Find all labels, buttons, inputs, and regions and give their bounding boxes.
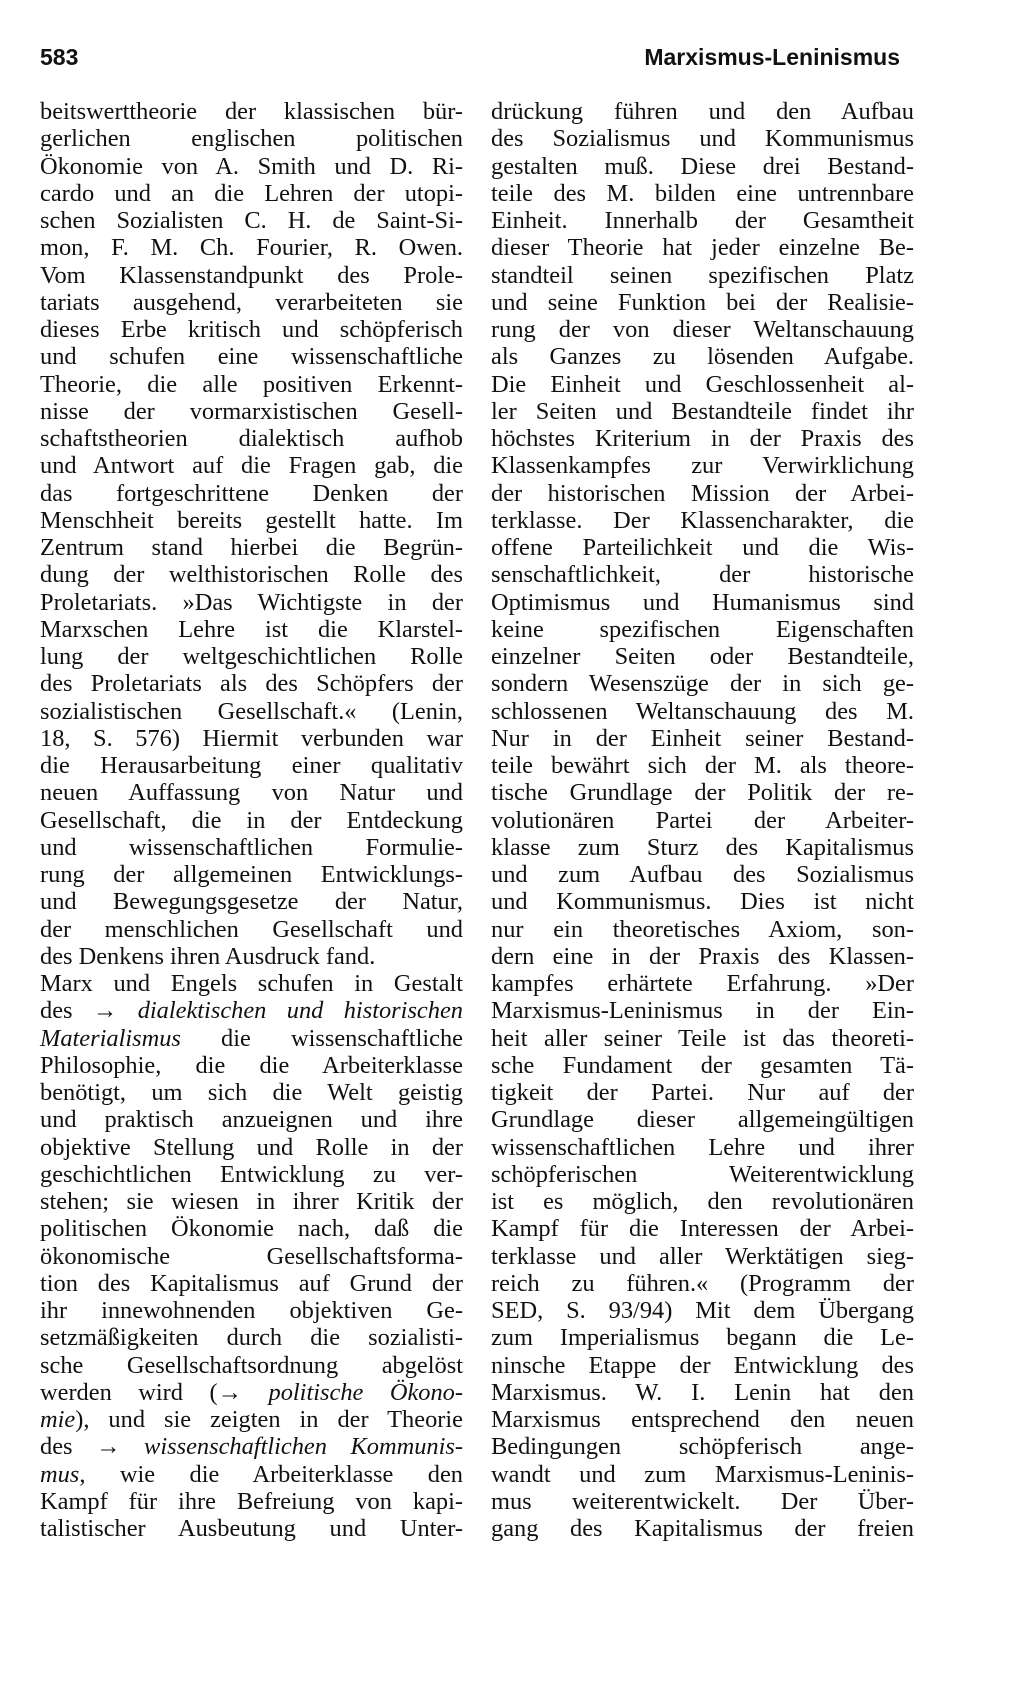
text-run: sondern Wesenszüge der in sich ge-	[491, 670, 914, 698]
text-run: senschaftlichkeit, der historische	[491, 561, 914, 589]
text-line	[40, 616, 463, 643]
text-run: Marxismus. W. I. Lenin hat den	[491, 1378, 914, 1406]
text-line	[491, 725, 914, 752]
text-run: und Kommunismus. Dies ist nicht	[491, 888, 914, 916]
text-line	[491, 425, 914, 452]
italic-reference: Materialismus	[40, 1024, 181, 1052]
text-run: setzmäßigkeiten durch die sozialisti-	[40, 1324, 463, 1352]
text-line	[40, 1297, 463, 1324]
text-run: die Herausarbeitung einer qualitativ	[40, 752, 463, 779]
page-number: 583	[40, 44, 79, 70]
text-run: , wie die Arbeiterklasse den	[79, 1460, 463, 1488]
text-line	[40, 970, 463, 997]
text-run: Menschheit bereits gestellt hatte. Im	[40, 506, 463, 534]
text-line	[40, 888, 463, 915]
text-line	[40, 98, 463, 125]
text-run: Vom Klassenstandpunkt des Prole-	[40, 261, 463, 289]
text-line	[40, 643, 463, 670]
text-line	[40, 207, 463, 234]
text-run: der historischen Mission der Arbei-	[491, 479, 914, 507]
italic-reference: mie	[40, 1406, 76, 1433]
text-line	[491, 480, 914, 507]
text-run: Optimismus und Humanismus sind	[491, 588, 914, 616]
text-line	[40, 807, 463, 834]
text-run: des Denkens ihren Ausdruck fand.	[40, 942, 376, 970]
text-run: Zentrum stand hierbei die Begrün-	[40, 534, 463, 561]
text-run: ler Seiten und Bestandteile findet ihr	[491, 397, 914, 425]
text-run: und schufen eine wissenschaftliche	[40, 343, 463, 371]
text-line	[491, 834, 914, 861]
text-line	[491, 1052, 914, 1079]
text-line	[491, 1270, 914, 1297]
text-line	[491, 698, 914, 725]
text-run: ihr innewohnenden objektiven Ge-	[40, 1297, 463, 1324]
text-line	[491, 207, 914, 234]
text-run: Die Einheit und Geschlossenheit al-	[491, 370, 914, 398]
text-line	[491, 98, 914, 125]
text-run: objektive Stellung und Rolle in der	[40, 1133, 463, 1161]
text-line	[40, 1515, 463, 1542]
text-run: die wissenschaftliche	[180, 1024, 463, 1052]
text-run: klasse zum Sturz des Kapitalismus	[491, 833, 914, 861]
text-run: Bedingungen schöpferisch ange-	[491, 1433, 914, 1461]
text-run: und zum Aufbau des Sozialismus	[491, 861, 914, 888]
text-line	[491, 943, 914, 970]
text-line	[491, 1215, 914, 1242]
text-run: Kampf für ihre Befreiung von kapi-	[40, 1487, 463, 1515]
text-run: offene Parteilichkeit und die Wis-	[491, 534, 914, 561]
text-line	[40, 153, 463, 180]
italic-reference: → wissenschaftlichen Kommunis-	[96, 1433, 463, 1461]
text-run: des Sozialismus und Kommunismus	[491, 125, 914, 153]
text-line	[40, 861, 463, 888]
text-line	[40, 943, 463, 970]
text-run: gang des Kapitalismus der freien	[491, 1515, 914, 1542]
text-line	[491, 316, 914, 343]
text-run: talistischer Ausbeutung und Unter-	[40, 1515, 463, 1542]
text-line	[40, 316, 463, 343]
text-run: sozialistischen Gesellschaft.« (Lenin,	[40, 697, 463, 725]
running-head: Marxismus-Leninismus	[644, 44, 900, 70]
text-line	[40, 1079, 463, 1106]
text-line	[40, 561, 463, 588]
text-run: schen Sozialisten C. H. de Saint-Si-	[40, 207, 463, 234]
text-run: politischen Ökonomie nach, daß die	[40, 1215, 463, 1243]
text-line	[491, 888, 914, 915]
text-run: teile bewährt sich der M. als theore-	[491, 752, 914, 779]
text-line	[40, 1052, 463, 1079]
text-run: dung der welthistorischen Rolle des	[40, 561, 463, 589]
text-line	[491, 534, 914, 561]
italic-reference: → dialektischen und historischen	[92, 997, 463, 1025]
text-run: mon, F. M. Ch. Fourier, R. Owen.	[40, 234, 463, 262]
text-run: Ökonomie von A. Smith und D. Ri-	[40, 152, 463, 180]
text-run: dieser Theorie hat jeder einzelne Be-	[491, 234, 914, 262]
text-line	[40, 1406, 463, 1433]
text-line	[491, 262, 914, 289]
text-run: Marxismus entsprechend den neuen	[491, 1406, 914, 1433]
text-run: zum Imperialismus begann die Le-	[491, 1324, 914, 1352]
text-run: ninsche Etappe der Entwicklung des	[491, 1351, 914, 1379]
text-run: und Antwort auf die Fragen gab, die	[40, 452, 463, 480]
text-line	[491, 1025, 914, 1052]
text-run: Philosophie, die die Arbeiterklasse	[40, 1051, 463, 1079]
text-run: tigkeit der Partei. Nur auf der	[491, 1079, 914, 1106]
text-run: stehen; sie wiesen in ihrer Kritik der	[40, 1188, 463, 1215]
text-run: teile des M. bilden eine untrennbare	[491, 179, 914, 207]
text-line	[40, 1188, 463, 1215]
text-line	[491, 452, 914, 479]
text-run: einzelner Seiten oder Bestandteile,	[491, 643, 914, 670]
text-run: Gesellschaft, die in der Entdeckung	[40, 806, 463, 834]
text-run: cardo und an die Lehren der utopi-	[40, 179, 463, 207]
text-line	[491, 1134, 914, 1161]
text-run: Marx und Engels schufen in Gestalt	[40, 970, 463, 997]
text-run: SED, S. 93/94) Mit dem Übergang	[491, 1297, 914, 1324]
text-line	[40, 507, 463, 534]
text-line	[40, 234, 463, 261]
text-line	[491, 371, 914, 398]
text-run: kampfes erhärtete Erfahrung. »Der	[491, 970, 914, 997]
text-run: schlossenen Weltanschauung des M.	[491, 697, 914, 725]
text-run: gestalten muß. Diese drei Bestand-	[491, 152, 914, 180]
left-text-column	[40, 98, 463, 1542]
text-run: ökonomische Gesellschaftsforma-	[40, 1242, 463, 1270]
italic-reference: mus	[40, 1460, 80, 1488]
text-line	[40, 670, 463, 697]
text-line	[491, 1079, 914, 1106]
text-run: standteil seinen spezifischen Platz	[491, 261, 914, 289]
text-line	[40, 371, 463, 398]
text-run: terklasse. Der Klassencharakter, die	[491, 506, 914, 534]
text-run: ist es möglich, den revolutionären	[491, 1188, 914, 1215]
text-run: sche Fundament der gesamten Tä-	[491, 1051, 914, 1079]
text-line	[491, 1106, 914, 1133]
text-line	[491, 1297, 914, 1324]
text-run: Proletariats. »Das Wichtigste in der	[40, 588, 463, 616]
text-run: wissenschaftlichen Lehre und ihrer	[491, 1133, 914, 1161]
text-run: tische Grundlage der Politik der re-	[491, 779, 914, 807]
text-line	[40, 1161, 463, 1188]
page-header	[40, 44, 900, 78]
text-line	[491, 343, 914, 370]
text-run: tariats ausgehend, verarbeiteten sie	[40, 288, 463, 316]
text-run: gerlichen englischen politischen	[40, 125, 463, 153]
text-line	[491, 1488, 914, 1515]
text-line	[491, 643, 914, 670]
text-line	[491, 1379, 914, 1406]
text-line	[491, 1324, 914, 1351]
text-run: werden wird (	[40, 1378, 218, 1406]
text-run: heit aller seiner Teile ist das theoreti-	[491, 1024, 914, 1052]
text-run: rung der allgemeinen Entwicklungs-	[40, 861, 463, 888]
text-line	[491, 125, 914, 152]
text-line	[40, 779, 463, 806]
text-line	[491, 507, 914, 534]
text-line	[491, 752, 914, 779]
text-run: Grundlage dieser allgemeingültigen	[491, 1106, 914, 1134]
text-line	[40, 343, 463, 370]
text-run: und praktisch anzueignen und ihre	[40, 1106, 463, 1134]
text-line	[40, 834, 463, 861]
text-run: 18, S. 576) Hiermit verbunden war	[40, 724, 463, 752]
text-line	[491, 180, 914, 207]
text-run: neuen Auffassung von Natur und	[40, 779, 463, 807]
text-line	[40, 1379, 463, 1406]
text-line	[40, 1270, 463, 1297]
text-run: des Proletariats als des Schöpfers der	[40, 670, 463, 698]
text-line	[40, 289, 463, 316]
text-line	[40, 916, 463, 943]
text-line	[40, 725, 463, 752]
text-run: des	[40, 997, 93, 1025]
text-line	[40, 1215, 463, 1242]
text-run: Kampf für die Interessen der Arbei-	[491, 1215, 914, 1243]
text-run: das fortgeschrittene Denken der	[40, 479, 463, 507]
text-line	[491, 153, 914, 180]
text-line	[40, 452, 463, 479]
text-line	[40, 1025, 463, 1052]
text-line	[40, 698, 463, 725]
text-run: Marxschen Lehre ist die Klarstel-	[40, 615, 463, 643]
text-line	[40, 1352, 463, 1379]
text-line	[491, 807, 914, 834]
text-line	[491, 1352, 914, 1379]
text-line	[491, 234, 914, 261]
text-line	[40, 534, 463, 561]
text-line	[40, 398, 463, 425]
text-run: schöpferischen Weiterentwicklung	[491, 1160, 914, 1188]
text-line	[40, 1488, 463, 1515]
text-line	[40, 425, 463, 452]
text-line	[491, 616, 914, 643]
text-line	[491, 916, 914, 943]
text-run: dern eine in der Praxis des Klassen-	[491, 942, 914, 970]
text-run: nisse der vormarxistischen Gesell-	[40, 397, 463, 425]
text-run: sche Gesellschaftsordnung abgelöst	[40, 1351, 463, 1379]
text-run: drückung führen und den Aufbau	[491, 98, 914, 125]
text-line	[491, 1515, 914, 1542]
text-run: Theorie, die alle positiven Erkennt-	[40, 370, 463, 398]
text-line	[491, 670, 914, 697]
text-line	[491, 1461, 914, 1488]
text-run: der menschlichen Gesellschaft und	[40, 915, 463, 943]
text-run: und wissenschaftlichen Formulie-	[40, 833, 463, 861]
text-line	[40, 752, 463, 779]
text-line	[40, 1243, 463, 1270]
text-line	[491, 1433, 914, 1460]
text-line	[40, 1106, 463, 1133]
text-line	[491, 1406, 914, 1433]
text-line	[40, 262, 463, 289]
text-run: volutionären Partei der Arbeiter-	[491, 806, 914, 834]
text-run: Klassenkampfes zur Verwirklichung	[491, 452, 914, 480]
text-run: benötigt, um sich die Welt geistig	[40, 1079, 463, 1106]
text-line	[40, 997, 463, 1024]
text-line	[491, 970, 914, 997]
text-line	[40, 180, 463, 207]
italic-reference: → politische Ökono-	[217, 1378, 463, 1406]
text-run: als Ganzes zu lösenden Aufgabe.	[491, 343, 914, 371]
text-line	[40, 589, 463, 616]
text-run: und Bewegungsgesetze der Natur,	[40, 888, 463, 916]
text-run: reich zu führen.« (Programm der	[491, 1269, 914, 1297]
text-line	[491, 997, 914, 1024]
text-line	[491, 561, 914, 588]
text-line	[40, 480, 463, 507]
text-run: lung der weltgeschichtlichen Rolle	[40, 643, 463, 670]
text-run: wandt und zum Marxismus-Leninis-	[491, 1460, 914, 1488]
text-line	[40, 1134, 463, 1161]
text-run: höchstes Kriterium in der Praxis des	[491, 425, 914, 452]
text-run: Einheit. Innerhalb der Gesamtheit	[491, 207, 914, 234]
text-run: ), und sie zeigten in der Theorie	[75, 1406, 463, 1433]
right-text-column	[491, 98, 914, 1542]
text-run: schaftstheorien dialektisch aufhob	[40, 425, 463, 452]
text-line	[491, 398, 914, 425]
text-run: und seine Funktion bei der Realisie-	[491, 288, 914, 316]
text-run: tion des Kapitalismus auf Grund der	[40, 1269, 463, 1297]
text-run: geschichtlichen Entwicklung zu ver-	[40, 1160, 463, 1188]
text-run: mus weiterentwickelt. Der Über-	[491, 1487, 914, 1515]
text-run: des	[40, 1433, 97, 1461]
text-line	[491, 779, 914, 806]
text-line	[40, 125, 463, 152]
text-line	[40, 1433, 463, 1460]
text-line	[491, 1243, 914, 1270]
text-run: Marxismus-Leninismus in der Ein-	[491, 997, 914, 1025]
text-line	[491, 589, 914, 616]
text-run: terklasse und aller Werktätigen sieg-	[491, 1242, 914, 1270]
text-run: keine spezifischen Eigenschaften	[491, 615, 914, 643]
text-line	[40, 1461, 463, 1488]
text-line	[491, 1161, 914, 1188]
text-run: nur ein theoretisches Axiom, son-	[491, 915, 914, 943]
text-line	[491, 861, 914, 888]
text-run: rung der von dieser Weltanschauung	[491, 316, 914, 343]
text-line	[40, 1324, 463, 1351]
text-run: dieses Erbe kritisch und schöpferisch	[40, 316, 463, 343]
text-line	[491, 289, 914, 316]
text-run: beitswerttheorie der klassischen bür-	[40, 98, 463, 125]
text-run: Nur in der Einheit seiner Bestand-	[491, 724, 914, 752]
text-line	[491, 1188, 914, 1215]
